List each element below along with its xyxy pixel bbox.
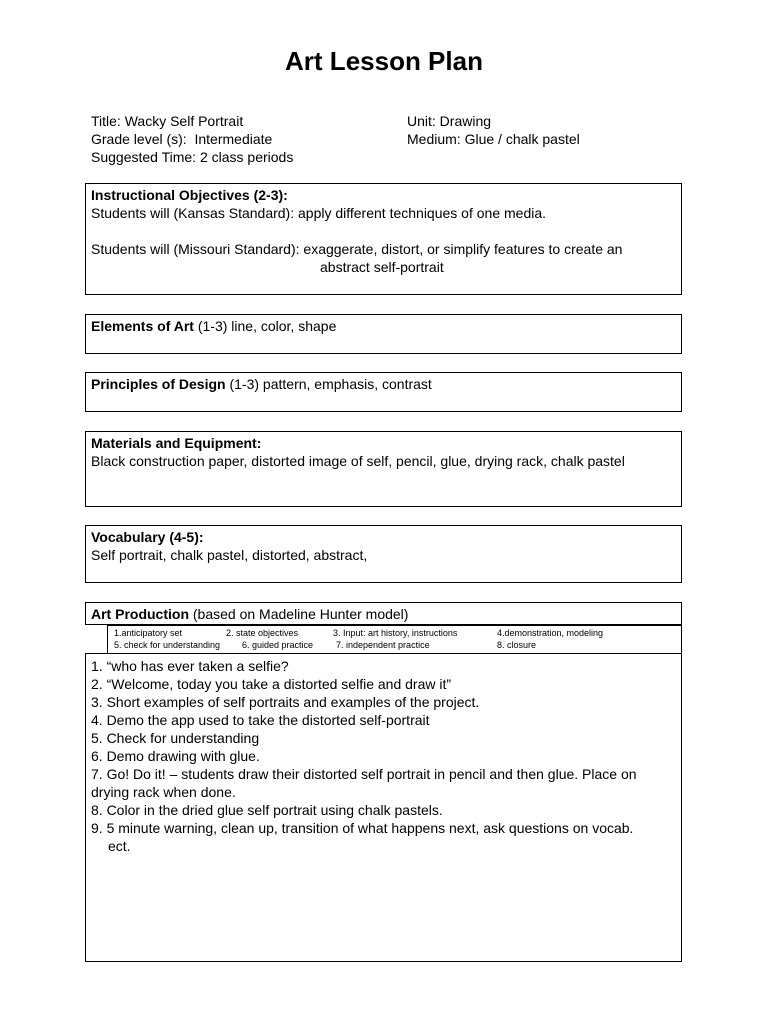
lesson-title: Title: Wacky Self Portrait (91, 113, 244, 129)
production-item: 5. Check for understanding (91, 730, 260, 746)
objectives-heading: Instructional Objectives (2-3): (91, 187, 288, 203)
missouri-objective-cont: abstract self-portrait (320, 259, 444, 275)
lesson-meta-left (91, 112, 293, 166)
step-label: 8. closure (497, 640, 537, 650)
page-title: Art Lesson Plan (285, 46, 483, 76)
production-item: 9. 5 minute warning, clean up, transition of what happens next, ask questions on vocab. (91, 820, 634, 836)
step-label: 7. independent practice (336, 640, 430, 650)
production-subheading: (based on Madeline Hunter model) (189, 606, 409, 622)
materials-heading: Materials and Equipment: (91, 435, 262, 451)
production-item: 6. Demo drawing with glue. (91, 748, 260, 764)
step-label: 5. check for understanding (114, 640, 221, 650)
production-item: 3. Short examples of self portraits and examples of the project. (91, 694, 480, 710)
principles-text: (1-3) pattern, emphasis, contrast (225, 376, 432, 392)
production-item: 2. “Welcome, today you take a distorted selfie and draw it” (91, 676, 452, 692)
lesson-meta-right (407, 112, 580, 148)
medium: Medium: Glue / chalk pastel (407, 131, 580, 147)
elements-heading: Elements of Art (91, 318, 194, 334)
production-box (85, 653, 682, 962)
elements-box (85, 314, 682, 354)
grade-level: Grade level (s): Intermediate (91, 131, 273, 147)
objectives-box (85, 183, 682, 295)
production-heading: Art Production (91, 606, 189, 622)
hunter-steps-box (107, 625, 682, 654)
production-item: 4. Demo the app used to take the distorted self-portrait (91, 712, 430, 728)
principles-box (85, 372, 682, 412)
step-label: 3. Input: art history, instructions (333, 628, 458, 638)
production-item: 1. “who has ever taken a selfie? (91, 658, 289, 674)
production-item-cont: drying rack when done. (91, 784, 236, 800)
vocabulary-box (85, 525, 682, 583)
production-header-box (85, 602, 682, 625)
step-label: 4.demonstration, modeling (497, 628, 604, 638)
step-label: 6. guided practice (242, 640, 314, 650)
unit: Unit: Drawing (407, 113, 492, 129)
elements-text: (1-3) line, color, shape (193, 318, 337, 334)
production-item-cont: ect. (108, 838, 131, 854)
step-label: 1.anticipatory set (114, 628, 183, 638)
vocabulary-heading: Vocabulary (4-5): (91, 529, 204, 545)
vocabulary-text: Self portrait, chalk pastel, distorted, abstract, (91, 547, 368, 563)
principles-heading: Principles of Design (91, 376, 226, 392)
kansas-objective: Students will (Kansas Standard): apply different techniques of one media. (91, 205, 547, 221)
production-item: 7. Go! Do it! – students draw their distorted self portrait in pencil and then glue. Place on (91, 766, 637, 782)
production-item: 8. Color in the dried glue self portrait using chalk pastels. (91, 802, 443, 818)
suggested-time: Suggested Time: 2 class periods (91, 149, 294, 165)
missouri-objective: Students will (Missouri Standard): exaggerate, distort, or simplify features to create an (91, 241, 623, 257)
step-label: 2. state objectives (226, 628, 299, 638)
materials-box (85, 431, 682, 507)
materials-text: Black construction paper, distorted image of self, pencil, glue, drying rack, chalk pastel (91, 453, 625, 469)
